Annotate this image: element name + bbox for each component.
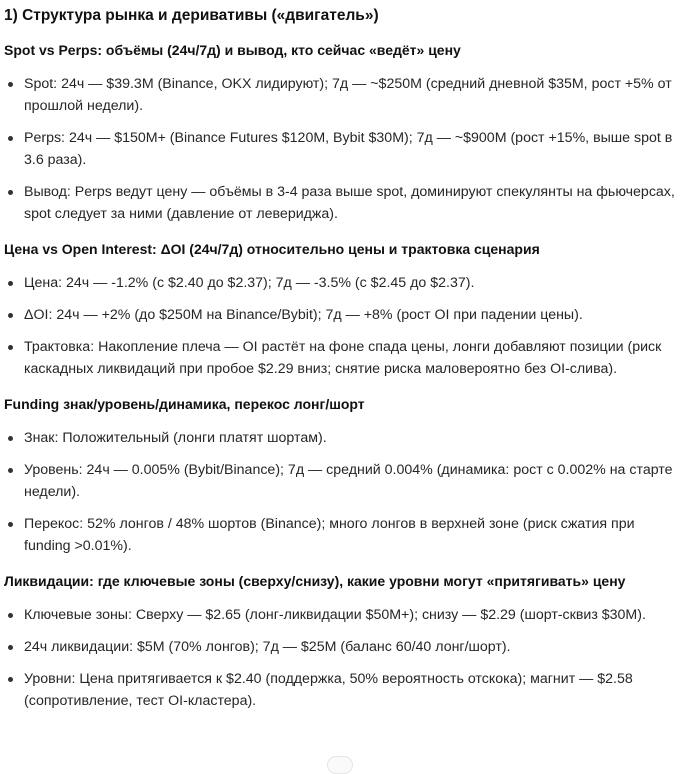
subsection-heading-spot-perps: Spot vs Perps: объёмы (24ч/7д) и вывод, кто сейчас «ведёт» цену (4, 42, 461, 58)
list-item (4, 304, 676, 326)
bullet-icon (8, 436, 13, 441)
list-item-text: Уровни: Цена притягивается к $2.40 (поддержка, 50% вероятность отскока); магнит — $2.58 (сопротивление, тест OI-кластера). (24, 671, 633, 709)
bullet-icon (8, 645, 13, 650)
list-item-text: Spot: 24ч — $39.3M (Binance, OKX лидируют); 7д — ~$250M (средний дневной $35M, рост +5% от прошлой недели). (24, 76, 672, 114)
subsection-heading-funding: Funding знак/уровень/динамика, перекос лонг/шорт (4, 396, 365, 412)
bullet-list-funding (4, 427, 676, 557)
list-item (4, 459, 676, 503)
bullet-icon (8, 613, 13, 618)
list-item (4, 604, 676, 626)
list-item (4, 636, 676, 658)
list-item-text: Знак: Положительный (лонги платят шортам). (24, 430, 327, 446)
list-item-text: 24ч ликвидации: $5M (70% лонгов); 7д — $25M (баланс 60/40 лонг/шорт). (24, 639, 511, 655)
bullet-icon (8, 345, 13, 350)
bullet-icon (8, 136, 13, 141)
list-item-text: Цена: 24ч — -1.2% (с $2.40 до $2.37); 7д — -3.5% (с $2.45 до $2.37). (24, 275, 475, 291)
bullet-list-spot-perps (4, 73, 676, 225)
bullet-icon (8, 522, 13, 527)
scroll-down-button[interactable] (327, 756, 353, 774)
bullet-icon (8, 677, 13, 682)
list-item-text: Уровень: 24ч — 0.005% (Bybit/Binance); 7д — средний 0.004% (динамика: рост с 0.002% на старте недели). (24, 462, 673, 500)
subsection-heading-price-oi: Цена vs Open Interest: ΔOI (24ч/7д) относительно цены и трактовка сценария (4, 241, 540, 257)
bullet-icon (8, 190, 13, 195)
list-item (4, 668, 676, 712)
list-item (4, 181, 676, 225)
list-item-text: Перекос: 52% лонгов / 48% шортов (Binance); много лонгов в верхней зоне (риск сжатия при funding >0.01%). (24, 516, 635, 554)
bullet-icon (8, 313, 13, 318)
bullet-icon (8, 82, 13, 87)
list-item (4, 513, 676, 557)
document (4, 0, 676, 712)
list-item-text: Трактовка: Накопление плеча — OI растёт на фоне спада цены, лонги добавляют позиции (риск каскадных ликвидаций при пробое $2.29 вниз; снятие риска маловероятно без OI-слива). (24, 339, 662, 377)
list-item (4, 427, 676, 449)
list-item-text: ΔOI: 24ч — +2% (до $250M на Binance/Bybit); 7д — +8% (рост OI при падении цены). (24, 307, 583, 323)
list-item (4, 73, 676, 117)
list-item (4, 272, 676, 294)
bullet-icon (8, 281, 13, 286)
list-item-text: Ключевые зоны: Сверху — $2.65 (лонг-ликвидации $50M+); снизу — $2.29 (шорт-сквиз $30M). (24, 607, 646, 623)
section-title: 1) Структура рынка и деривативы («двигатель») (4, 7, 379, 24)
list-item-text: Вывод: Perps ведут цену — объёмы в 3-4 раза выше spot, доминируют спекулянты на фьючерсах, spot следует за ними (давление от левериджа). (24, 184, 675, 222)
bullet-list-liquidations (4, 604, 676, 712)
bullet-icon (8, 468, 13, 473)
subsection-heading-liquidations: Ликвидации: где ключевые зоны (сверху/снизу), какие уровни могут «притягивать» цену (4, 573, 626, 589)
list-item-text: Perps: 24ч — $150M+ (Binance Futures $120M, Bybit $30M); 7д — ~$900M (рост +15%, выше spot в 3.6 раза). (24, 130, 673, 168)
list-item (4, 336, 676, 380)
list-item (4, 127, 676, 171)
bullet-list-price-oi (4, 272, 676, 380)
